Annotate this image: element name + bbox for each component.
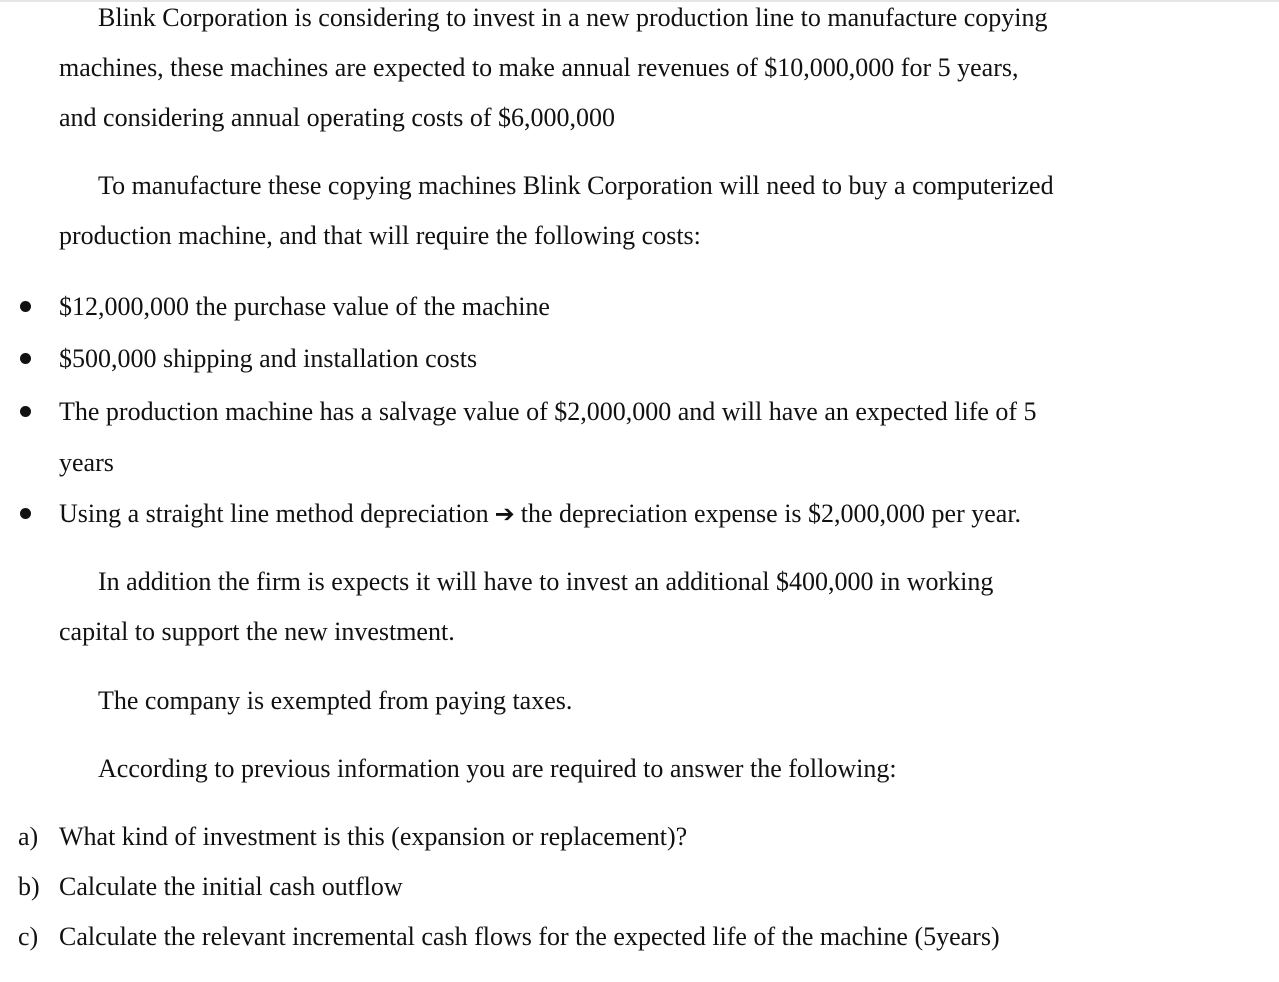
intro-paragraph: [59, 0, 1269, 143]
instruction-paragraph: [59, 744, 1269, 794]
working-capital-line-1: In addition the firm is expects it will have to invest an additional $400,000 in working: [98, 567, 994, 596]
bullet-dot-icon: [20, 508, 31, 519]
question-text: Calculate the initial cash outflow: [59, 872, 403, 901]
bullet-dot-icon: [20, 301, 31, 312]
machine-cost-line-2: production machine, and that will require the following costs:: [59, 221, 701, 250]
taxes-line: The company is exempted from paying taxes.: [98, 686, 573, 715]
working-capital-line-2: capital to support the new investment.: [59, 617, 455, 646]
bullet-text: $500,000 shipping and installation costs: [59, 344, 478, 373]
instruction-line: According to previous information you are required to answer the following:: [98, 754, 897, 783]
depreciation-method-text: Using a straight line method depreciation: [59, 499, 489, 528]
question-label: a): [18, 822, 39, 851]
bullet-line-1: The production machine has a salvage value of $2,000,000 and will have an expected life of 5: [59, 397, 1037, 426]
intro-line-3: and considering annual operating costs of $6,000,000: [59, 103, 615, 132]
depreciation-expense-text: the depreciation expense is $2,000,000 per year.: [520, 499, 1022, 528]
machine-cost-line-1: To manufacture these copying machines Blink Corporation will need to buy a computerized: [98, 171, 1054, 200]
machine-cost-paragraph: [59, 161, 1269, 261]
intro-line-2: machines, these machines are expected to make annual revenues of $10,000,000 for 5 years,: [59, 53, 1019, 82]
taxes-paragraph: [59, 676, 1269, 726]
question-label: b): [18, 872, 40, 901]
bullet-dot-icon: [20, 406, 31, 417]
working-capital-paragraph: [59, 557, 1269, 657]
bullet-dot-icon: [20, 353, 31, 364]
intro-line-1: Blink Corporation is considering to invest in a new production line to manufacture copying: [98, 3, 1048, 32]
bullet-text-multiline: [59, 386, 1037, 488]
question-label: c): [18, 922, 39, 951]
bullet-line-2: years: [59, 448, 114, 477]
bullet-text: [59, 488, 1021, 540]
question-text: Calculate the relevant incremental cash flows for the expected life of the machine (5years): [59, 922, 1000, 951]
right-arrow-icon: ➔: [494, 500, 515, 528]
question-text: What kind of investment is this (expansion or replacement)?: [59, 822, 688, 851]
bullet-text: $12,000,000 the purchase value of the machine: [59, 292, 550, 321]
